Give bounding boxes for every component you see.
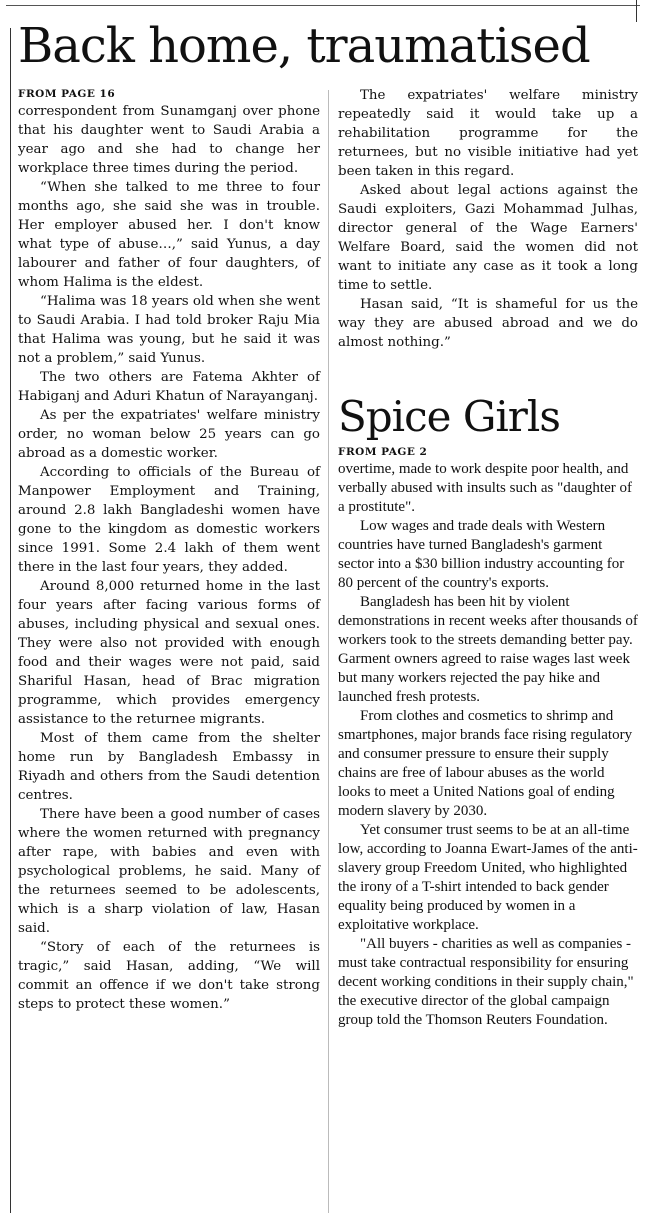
article1-left-column xyxy=(18,86,320,1014)
article1-paragraph: “Halima was 18 years old when she went to Saudi Arabia. I had told broker Raju Mia that Halima was young, but he said it was not a problem,” said Yunus. xyxy=(18,294,321,366)
article1-paragraph: There have been a good number of cases where the women returned with pregnancy after rape, with babies and even with psychological problems, he said. Many of the returnees seemed to be adolescents, which is a sharp violation of law, Hasan said. xyxy=(18,807,320,936)
article1-paragraph: “Story of each of the returnees is tragic,” said Hasan, adding, “We will commit an offence if we don't take strong steps to protect these women.” xyxy=(18,940,320,1012)
article2-paragraph: Bangladesh has been hit by violent demonstrations in recent weeks after thousands of workers took to the streets demanding better pay. Garment owners agreed to raise wages last week but many workers rejected the pay hike and launched fresh protests. xyxy=(338,594,638,705)
article2-paragraph: From clothes and cosmetics to shrimp and smartphones, major brands face rising regulatory and consumer pressure to ensure their supply chains are free of labour abuses as the world looks to meet a United Nations goal of ending modern slavery by 2030. xyxy=(338,708,633,819)
article1-paragraph: correspondent from Sunamganj over phone that his daughter went to Saudi Arabia a year ago and she had to change her workplace three times during the period. xyxy=(18,104,320,176)
top-rule xyxy=(6,5,640,6)
left-border-rule xyxy=(10,28,11,1213)
article1-paragraph: Most of them came from the shelter home run by Bangladesh Embassy in Riyadh and others from the Saudi detention centres. xyxy=(18,731,320,803)
article1-paragraph: Asked about legal actions against the Saudi exploiters, Gazi Mohammad Julhas, director general of the Wage Earners' Welfare Board, said the women did not want to initiate any case as it took a long time to settle. xyxy=(338,183,638,293)
article2-column xyxy=(338,444,638,1030)
article2-paragraph: "All buyers - charities as well as companies - must take contractual responsibility for ensuring decent working conditions in their supply chain," the executive director of the global campaign group told the Thomson Reuters Foundation. xyxy=(338,936,634,1028)
headline-spice-girls: Spice Girls xyxy=(338,392,560,441)
article2-kicker: FROM PAGE 2 xyxy=(338,446,428,458)
article1-paragraph: According to officials of the Bureau of Manpower Employment and Training, around 2.8 lakh Bangladeshi women have gone to the kingdom as domestic workers since 1991. Some 2.4 lakh of them went there in the last four years, they added. xyxy=(18,465,320,575)
article1-paragraph: As per the expatriates' welfare ministry order, no woman below 25 years can go abroad as a domestic worker. xyxy=(18,408,320,461)
article1-paragraph: Hasan said, “It is shameful for us the way they are abused abroad and we do almost nothing.” xyxy=(338,297,638,350)
article1-paragraph: “When she talked to me three to four months ago, she said she was in trouble. Her employer abused her. I don't know what type of abuse…,” said Yunus, a day labourer and father of four daughters, of whom Halima is the eldest. xyxy=(18,180,320,290)
article1-paragraph: Around 8,000 returned home in the last four years after facing various forms of abuses, including physical and sexual ones. They were also not provided with enough food and their wages were not paid, said Shariful Hasan, head of Brac migration programme, which provides emergency assistance to the returnee migrants. xyxy=(18,579,320,727)
article1-right-column xyxy=(338,86,638,352)
article2-paragraph: Low wages and trade deals with Western countries have turned Bangladesh's garment sector into a $30 billion industry accounting for 80 percent of the country's exports. xyxy=(338,518,625,591)
article1-kicker: FROM PAGE 16 xyxy=(18,88,116,100)
article1-paragraph: The expatriates' welfare ministry repeatedly said it would take up a rehabilitation programme for the returnees, but no visible initiative had yet been taken in this regard. xyxy=(338,88,638,179)
headline-back-home: Back home, traumatised xyxy=(18,18,590,74)
column-divider xyxy=(328,90,329,1213)
article1-paragraph: The two others are Fatema Akhter of Habiganj and Aduri Khatun of Narayanganj. xyxy=(18,370,320,404)
article2-paragraph: Yet consumer trust seems to be at an all-time low, according to Joanna Ewart-James of the anti-slavery group Freedom United, who highlighted the irony of a T-shirt intended to back gender equality being produced by women in a exploitative workplace. xyxy=(338,822,638,933)
article2-paragraph: overtime, made to work despite poor health, and verbally abused with insults such as "daughter of a prostitute". xyxy=(338,461,632,515)
right-border-rule xyxy=(636,0,637,22)
